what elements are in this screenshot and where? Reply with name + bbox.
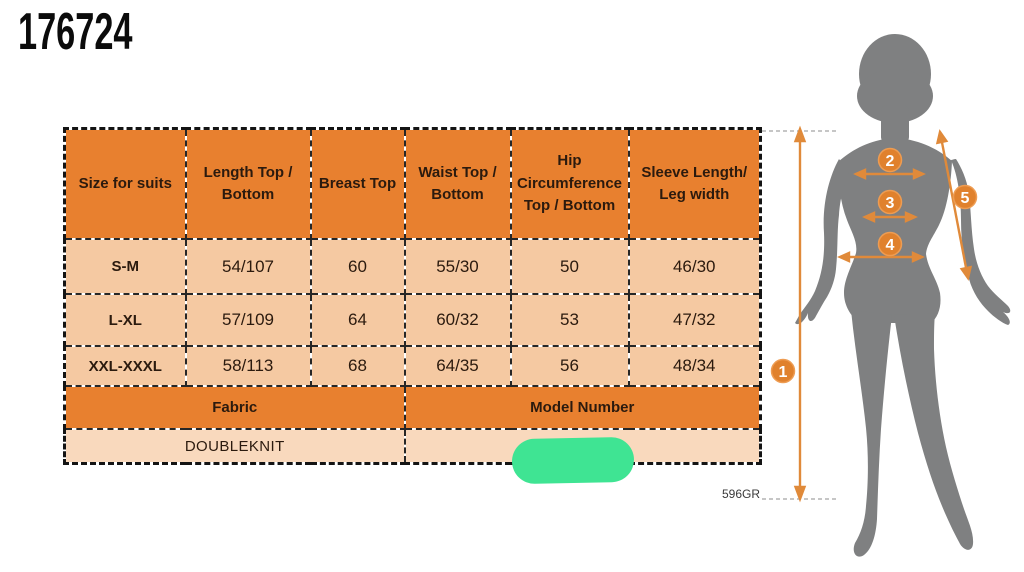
measurement-cell: 53 bbox=[511, 294, 629, 346]
female-silhouette bbox=[795, 34, 1010, 557]
marker-2 bbox=[879, 149, 902, 172]
measurement-cell: 50 bbox=[511, 239, 629, 294]
table-footer-value-row bbox=[65, 429, 761, 464]
fabric-label: Fabric bbox=[65, 386, 405, 429]
table-row-lxl bbox=[65, 294, 761, 346]
measurement-cell: 56 bbox=[511, 346, 629, 386]
measurement-cell: 58/113 bbox=[186, 346, 311, 386]
size-label: L-XL bbox=[65, 294, 186, 346]
svg-text:5: 5 bbox=[960, 190, 970, 207]
measurement-cell: 57/109 bbox=[186, 294, 311, 346]
style-code-footnote: 596GR bbox=[721, 487, 760, 501]
table-footer-label-row bbox=[65, 386, 761, 429]
size-label: XXL-XXXL bbox=[65, 346, 186, 386]
arrowhead bbox=[840, 253, 849, 261]
model-number-label: Model Number bbox=[405, 386, 761, 429]
arrowhead bbox=[796, 487, 805, 499]
measurement-figure bbox=[760, 10, 1024, 570]
svg-text:3: 3 bbox=[885, 195, 895, 212]
measurement-cell: 60/32 bbox=[405, 294, 511, 346]
silhouette-neck bbox=[881, 105, 909, 143]
arrowhead bbox=[796, 129, 805, 141]
measurement-cell: 64 bbox=[311, 294, 405, 346]
svg-text:2: 2 bbox=[885, 153, 895, 170]
svg-text:1: 1 bbox=[778, 364, 788, 381]
silhouette-left-arm bbox=[795, 159, 849, 324]
measurement-cell: 64/35 bbox=[405, 346, 511, 386]
marker-5 bbox=[954, 186, 977, 209]
marker-3 bbox=[879, 191, 902, 214]
marker-4 bbox=[879, 233, 902, 256]
column-header-hip: Hip Circumference Top / Bottom bbox=[511, 129, 629, 240]
measurement-cell: 54/107 bbox=[186, 239, 311, 294]
model-number-redaction bbox=[512, 437, 635, 485]
column-header-waist: Waist Top / Bottom bbox=[405, 129, 511, 240]
column-header-sleeve: Sleeve Length/ Leg width bbox=[629, 129, 761, 240]
measurement-cell: 48/34 bbox=[629, 346, 761, 386]
size-table bbox=[63, 127, 762, 465]
table-row-sm bbox=[65, 239, 761, 294]
arrowhead bbox=[962, 267, 971, 278]
size-label: S-M bbox=[65, 239, 186, 294]
fabric-value: DOUBLEKNIT bbox=[65, 429, 405, 464]
column-header-breast: Breast Top bbox=[311, 129, 405, 240]
svg-text:4: 4 bbox=[885, 237, 895, 254]
column-header-size: Size for suits bbox=[65, 129, 186, 240]
silhouette-right-leg bbox=[894, 313, 973, 550]
table-header-row bbox=[65, 129, 761, 240]
measurement-cell: 46/30 bbox=[629, 239, 761, 294]
table-row-xxl bbox=[65, 346, 761, 386]
measurement-cell: 47/32 bbox=[629, 294, 761, 346]
measurement-cell: 68 bbox=[311, 346, 405, 386]
arrowhead bbox=[938, 132, 947, 143]
marker-1 bbox=[772, 360, 795, 383]
measurement-cell: 60 bbox=[311, 239, 405, 294]
silhouette-left-leg bbox=[851, 310, 892, 557]
product-code: 176724 bbox=[18, 3, 133, 61]
column-header-length: Length Top / Bottom bbox=[186, 129, 311, 240]
measurement-cell: 55/30 bbox=[405, 239, 511, 294]
